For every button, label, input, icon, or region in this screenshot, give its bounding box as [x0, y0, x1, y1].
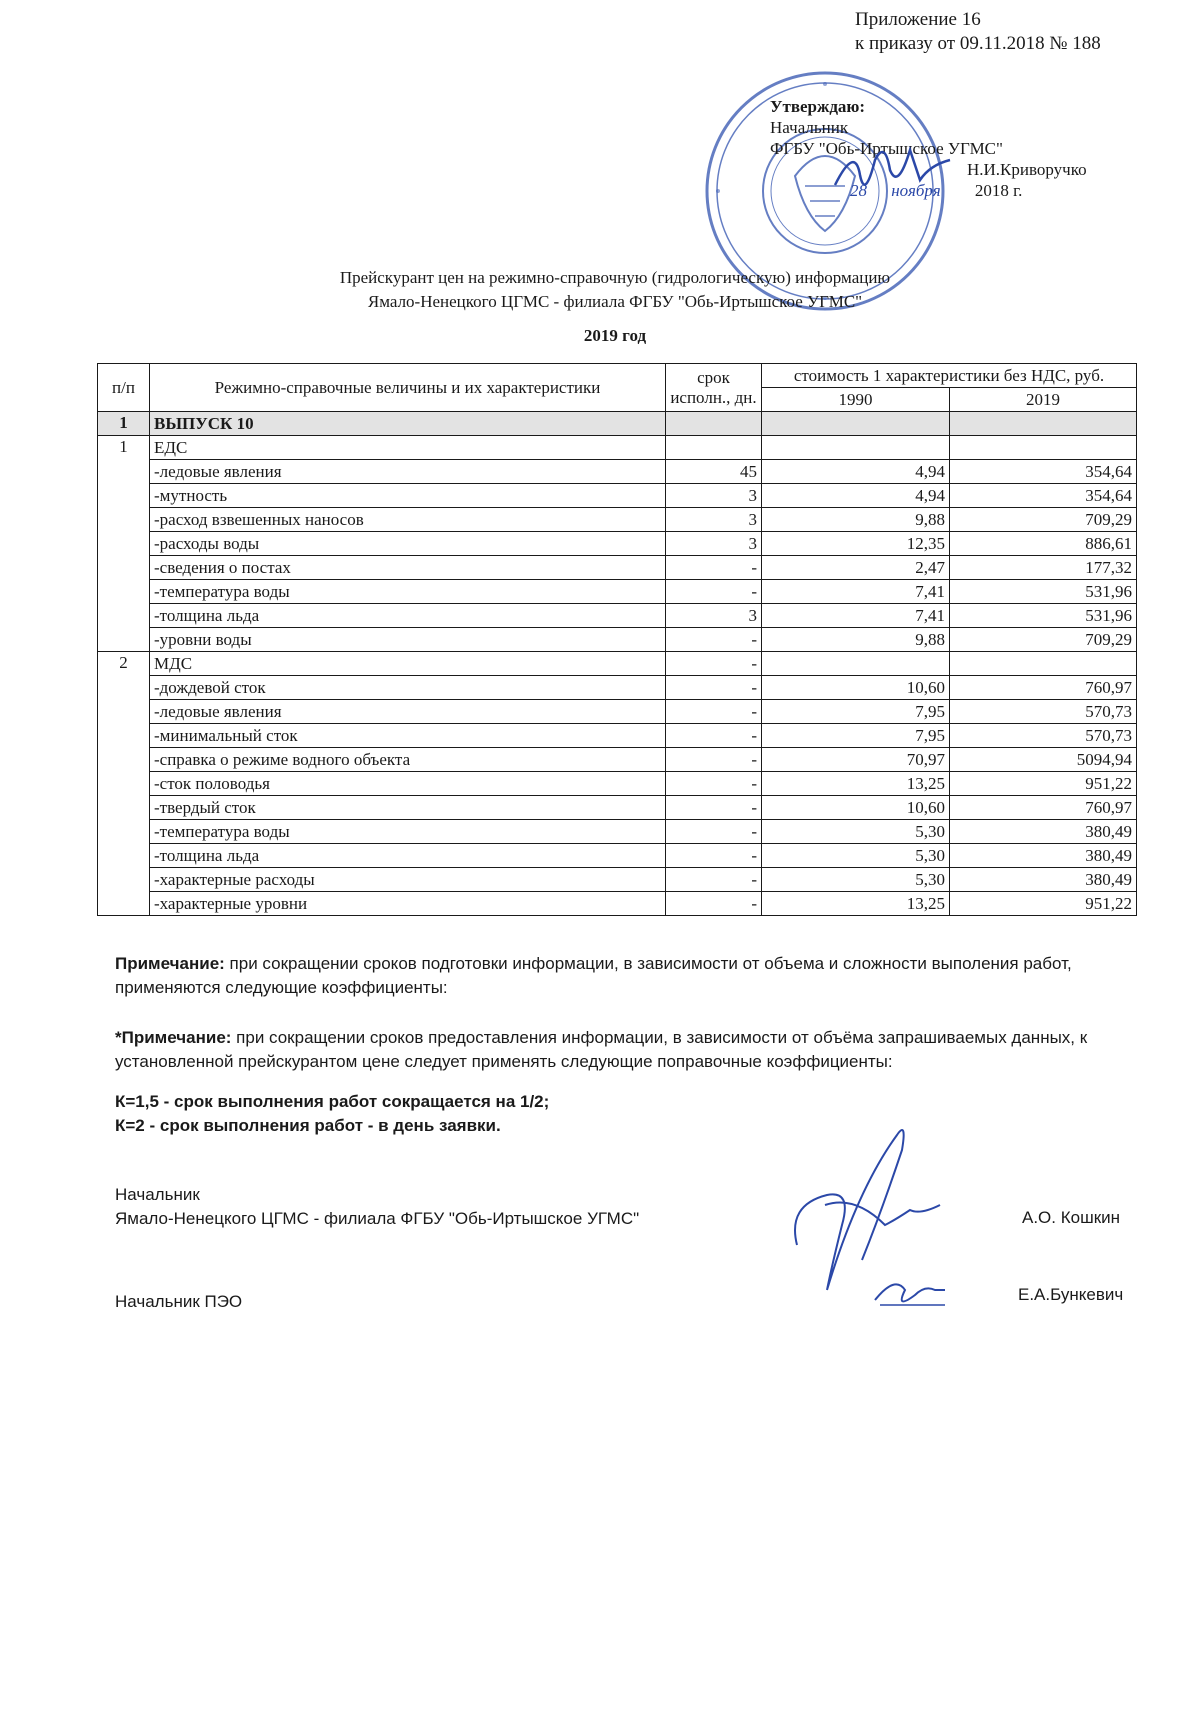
- note-2-label: *Примечание:: [115, 1028, 232, 1047]
- item-term: -: [666, 580, 762, 604]
- notes-block: [115, 952, 1125, 1138]
- item-term: -: [666, 556, 762, 580]
- table-row: [98, 868, 1137, 892]
- approval-org: ФГБУ "Обь-Иртышское УГМС": [770, 139, 1003, 158]
- item-term: -: [666, 748, 762, 772]
- approver-name: Н.И.Криворучко: [967, 160, 1087, 179]
- approval-date-year: 2018 г.: [974, 181, 1023, 200]
- item-price-1990: 70,97: [762, 748, 950, 772]
- item-price-1990: 5,30: [762, 868, 950, 892]
- group-2019: [950, 436, 1137, 460]
- title-year: 2019 год: [583, 326, 647, 345]
- group-name: МДС: [150, 652, 666, 676]
- table-row: [98, 748, 1137, 772]
- group-name: ЕДС: [150, 436, 666, 460]
- item-term: -: [666, 676, 762, 700]
- item-term: 3: [666, 532, 762, 556]
- item-price-2019: 380,49: [950, 844, 1137, 868]
- item-term: -: [666, 772, 762, 796]
- order-reference: к приказу от 09.11.2018 № 188: [855, 33, 1101, 54]
- item-name: -ледовые явления: [150, 700, 666, 724]
- item-term: -: [666, 820, 762, 844]
- chief-position: Начальник: [115, 1185, 200, 1204]
- item-price-2019: 531,96: [950, 604, 1137, 628]
- group-row: [98, 652, 1137, 676]
- item-name: -расходы воды: [150, 532, 666, 556]
- item-term: 45: [666, 460, 762, 484]
- table-row: [98, 844, 1137, 868]
- item-price-1990: 4,94: [762, 484, 950, 508]
- item-name: -сведения о постах: [150, 556, 666, 580]
- item-price-2019: 5094,94: [950, 748, 1137, 772]
- document-title: [0, 266, 1200, 348]
- table-row: [98, 508, 1137, 532]
- item-term: 3: [666, 484, 762, 508]
- group-2019: [950, 652, 1137, 676]
- item-price-1990: 7,95: [762, 724, 950, 748]
- table-row: [98, 724, 1137, 748]
- note-1: [115, 952, 1125, 1000]
- section-1990: [762, 412, 950, 436]
- header-cost: стоимость 1 характеристики без НДС, руб.: [762, 364, 1137, 388]
- table-row: [98, 892, 1137, 916]
- item-price-2019: 709,29: [950, 628, 1137, 652]
- header-no: п/п: [98, 364, 150, 412]
- item-name: -сток половодья: [150, 772, 666, 796]
- item-name: -мутность: [150, 484, 666, 508]
- group-no: 1: [98, 436, 150, 652]
- price-table-body: [98, 412, 1137, 916]
- item-price-2019: 951,22: [950, 772, 1137, 796]
- item-price-1990: 7,41: [762, 580, 950, 604]
- item-name: -ледовые явления: [150, 460, 666, 484]
- item-price-2019: 709,29: [950, 508, 1137, 532]
- chief-signature-block: [115, 1183, 639, 1231]
- item-price-2019: 354,64: [950, 460, 1137, 484]
- item-price-1990: 4,94: [762, 460, 950, 484]
- section-2019: [950, 412, 1137, 436]
- title-line-2: Ямало-Ненецкого ЦГМС - филиала ФГБУ "Обь-Иртышское УГМС": [367, 292, 863, 311]
- item-price-2019: 886,61: [950, 532, 1137, 556]
- approval-date-day: 28: [850, 181, 867, 200]
- item-name: -характерные уровни: [150, 892, 666, 916]
- title-line-1: Прейскурант цен на режимно-справочную (гидрологическую) информацию: [339, 268, 891, 287]
- item-name: -твердый сток: [150, 796, 666, 820]
- header-term: срок исполн., дн.: [666, 364, 762, 412]
- header-year-2019: 2019: [950, 388, 1137, 412]
- item-price-2019: 760,97: [950, 796, 1137, 820]
- item-price-1990: 10,60: [762, 796, 950, 820]
- section-row: [98, 412, 1137, 436]
- item-name: -толщина льда: [150, 604, 666, 628]
- note-2-text: при сокращении сроков предоставления информации, в зависимости от объёма запрашиваемых данных, к установленной прейскурантом цене следует применять следующие поправочные коэффициенты:: [115, 1028, 1088, 1071]
- chief-org: Ямало-Ненецкого ЦГМС - филиала ФГБУ "Обь-Иртышское УГМС": [115, 1209, 640, 1228]
- item-price-2019: 570,73: [950, 700, 1137, 724]
- table-row: [98, 484, 1137, 508]
- item-term: -: [666, 628, 762, 652]
- group-no: 2: [98, 652, 150, 916]
- chief-name: А.О. Кошкин: [1022, 1208, 1121, 1227]
- item-price-2019: 760,97: [950, 676, 1137, 700]
- section-term: [666, 412, 762, 436]
- peo-position: Начальник ПЭО: [115, 1292, 243, 1311]
- approval-date-month: ноября: [891, 181, 941, 200]
- item-name: -характерные расходы: [150, 868, 666, 892]
- table-row: [98, 532, 1137, 556]
- group-term: [666, 436, 762, 460]
- item-price-1990: 7,95: [762, 700, 950, 724]
- appendix-reference: [855, 8, 1101, 56]
- item-price-2019: 951,22: [950, 892, 1137, 916]
- item-price-1990: 10,60: [762, 676, 950, 700]
- item-price-1990: 9,88: [762, 628, 950, 652]
- item-price-2019: 380,49: [950, 868, 1137, 892]
- item-term: -: [666, 796, 762, 820]
- item-name: -минимальный сток: [150, 724, 666, 748]
- item-name: -температура воды: [150, 580, 666, 604]
- item-term: -: [666, 724, 762, 748]
- table-row: [98, 604, 1137, 628]
- table-row: [98, 772, 1137, 796]
- item-price-2019: 354,64: [950, 484, 1137, 508]
- table-row: [98, 700, 1137, 724]
- item-term: -: [666, 700, 762, 724]
- item-term: -: [666, 868, 762, 892]
- table-row: [98, 460, 1137, 484]
- note-1-label: Примечание:: [115, 954, 225, 973]
- group-term: -: [666, 652, 762, 676]
- item-name: -справка о режиме водного объекта: [150, 748, 666, 772]
- item-name: -толщина льда: [150, 844, 666, 868]
- item-term: -: [666, 892, 762, 916]
- item-name: -температура воды: [150, 820, 666, 844]
- table-row: [98, 580, 1137, 604]
- item-price-1990: 12,35: [762, 532, 950, 556]
- item-price-2019: 570,73: [950, 724, 1137, 748]
- table-row: [98, 820, 1137, 844]
- chief-handwritten-signature: [785, 1125, 945, 1325]
- item-price-2019: 531,96: [950, 580, 1137, 604]
- table-row: [98, 628, 1137, 652]
- item-term: -: [666, 844, 762, 868]
- item-price-1990: 7,41: [762, 604, 950, 628]
- item-term: 3: [666, 508, 762, 532]
- item-name: -дождевой сток: [150, 676, 666, 700]
- item-name: -расход взвешенных наносов: [150, 508, 666, 532]
- item-price-1990: 13,25: [762, 772, 950, 796]
- header-name: Режимно-справочные величины и их характеристики: [150, 364, 666, 412]
- section-no: 1: [98, 412, 150, 436]
- table-row: [98, 556, 1137, 580]
- item-price-2019: 380,49: [950, 820, 1137, 844]
- coefficient-1: К=1,5 - срок выполнения работ сокращается на 1/2;: [115, 1092, 550, 1111]
- header-year-1990: 1990: [762, 388, 950, 412]
- item-name: -уровни воды: [150, 628, 666, 652]
- coefficient-2: К=2 - срок выполнения работ - в день заявки.: [115, 1116, 501, 1135]
- item-price-1990: 13,25: [762, 892, 950, 916]
- group-row: [98, 436, 1137, 460]
- table-header-row: [98, 364, 1137, 388]
- item-price-1990: 2,47: [762, 556, 950, 580]
- peo-name: Е.А.Бункевич: [1018, 1285, 1124, 1304]
- item-price-1990: 5,30: [762, 844, 950, 868]
- table-row: [98, 676, 1137, 700]
- approval-position: Начальник: [770, 118, 849, 137]
- item-price-1990: 5,30: [762, 820, 950, 844]
- group-1990: [762, 652, 950, 676]
- table-row: [98, 796, 1137, 820]
- price-table: [97, 363, 1137, 916]
- approval-label: Утверждаю:: [770, 97, 866, 116]
- appendix-number: Приложение 16: [855, 9, 981, 30]
- note-1-text: при сокращении сроков подготовки информации, в зависимости от объема и сложности выполения работ, применяются следующие коэффициенты:: [115, 954, 1072, 997]
- item-term: 3: [666, 604, 762, 628]
- section-name: ВЫПУСК 10: [150, 412, 666, 436]
- item-price-1990: 9,88: [762, 508, 950, 532]
- note-2: [115, 1026, 1125, 1074]
- group-1990: [762, 436, 950, 460]
- approver-signature: [830, 140, 960, 210]
- item-price-2019: 177,32: [950, 556, 1137, 580]
